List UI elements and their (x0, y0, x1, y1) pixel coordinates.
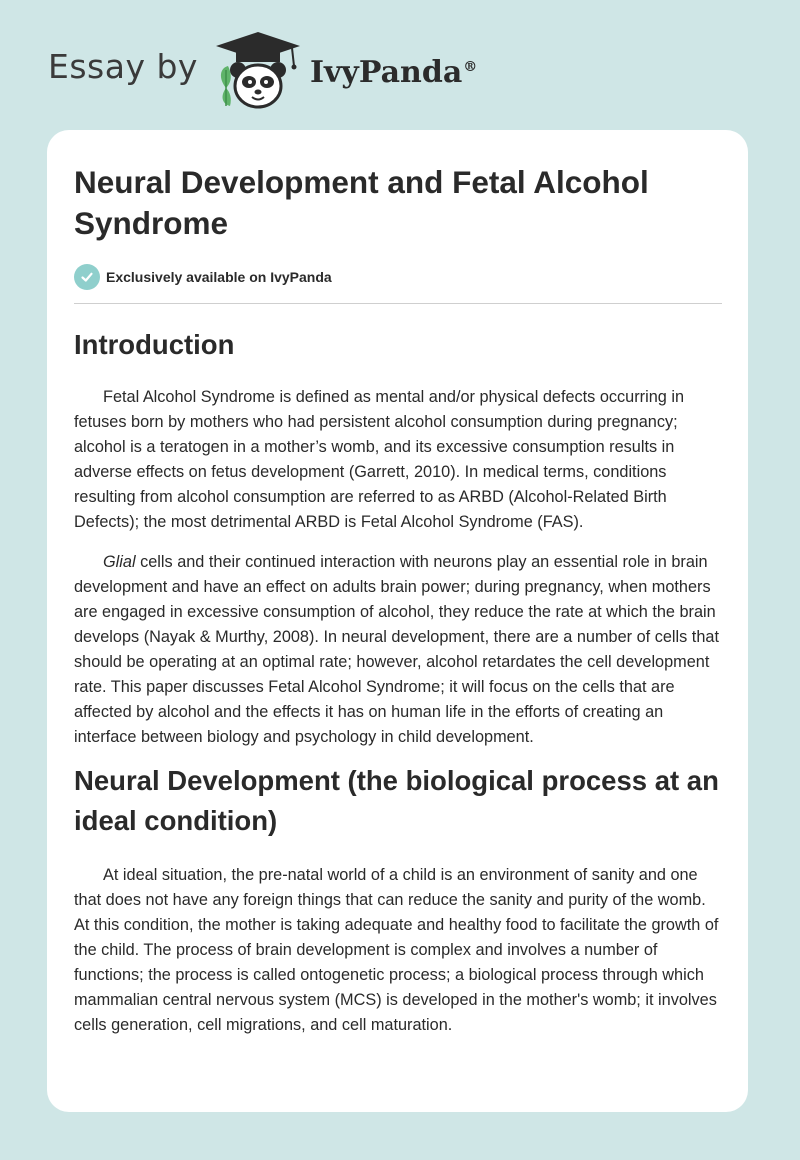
panda-graduate-icon (212, 30, 304, 110)
paragraph (74, 550, 722, 750)
section-heading-neural-development: Neural Development (the biological process at an ideal condition) (74, 765, 719, 836)
paragraph: At ideal situation, the pre-natal world of a child is an environment of sanity and one that does not have any foreign things that can reduce the sanity and purity of the womb. At this condition, the mother is taking adequate and healthy food to facilitate the growth of the child. The process of brain development is complex and involves a number of functions; the process is called ontogenetic process; a biological process through which mammalian central nervous system (MCS) is developed in the mother's womb; it involves cells generation, cell migrations, and cell maturation. (74, 866, 719, 1034)
exclusive-label: Exclusively available on IvyPanda (106, 269, 332, 285)
paragraph-text: cells and their continued interaction with neurons play an essential role in brain development and have an effect on adults brain power; during pregnancy, when mothers are engaged in excessive consumption of alcohol, they reduce the rate at which the brain develops (Nayak & Murthy, 2008). In neural development, there are a number of cells that should be operating at an optimal rate; however, alcohol retardates the cell development rate. This paper discusses Fetal Alcohol Syndrome; it will focus on the cells that are affected by alcohol and the effects it has on human life in the efforts of creating an interface between biology and psychology in child development. (74, 553, 719, 746)
essay-title: Neural Development and Fetal Alcohol Syndrome (74, 164, 649, 241)
title-divider (74, 303, 722, 304)
brand-prefix: Essay by (48, 46, 198, 86)
brand-name: IvyPanda® (309, 54, 478, 90)
italic-term: Glial (103, 553, 136, 571)
exclusive-badge (74, 263, 722, 291)
brand-header[interactable] (48, 30, 477, 110)
registered-mark: ® (463, 58, 478, 75)
check-circle-icon (74, 264, 100, 290)
essay-card (47, 130, 748, 1112)
paragraph: Fetal Alcohol Syndrome is defined as mental and/or physical defects occurring in fetuses born by mothers who had persistent alcohol consumption during pregnancy; alcohol is a teratogen in a mother’s womb, and its excessive consumption results in adverse effects on fetus development (Garrett, 2010). In medical terms, conditions resulting from alcohol consumption are referred to as ARBD (Alcohol-Related Birth Defects); the most detrimental ARBD is Fetal Alcohol Syndrome (FAS). (74, 388, 685, 531)
section-heading-introduction: Introduction (74, 329, 235, 360)
